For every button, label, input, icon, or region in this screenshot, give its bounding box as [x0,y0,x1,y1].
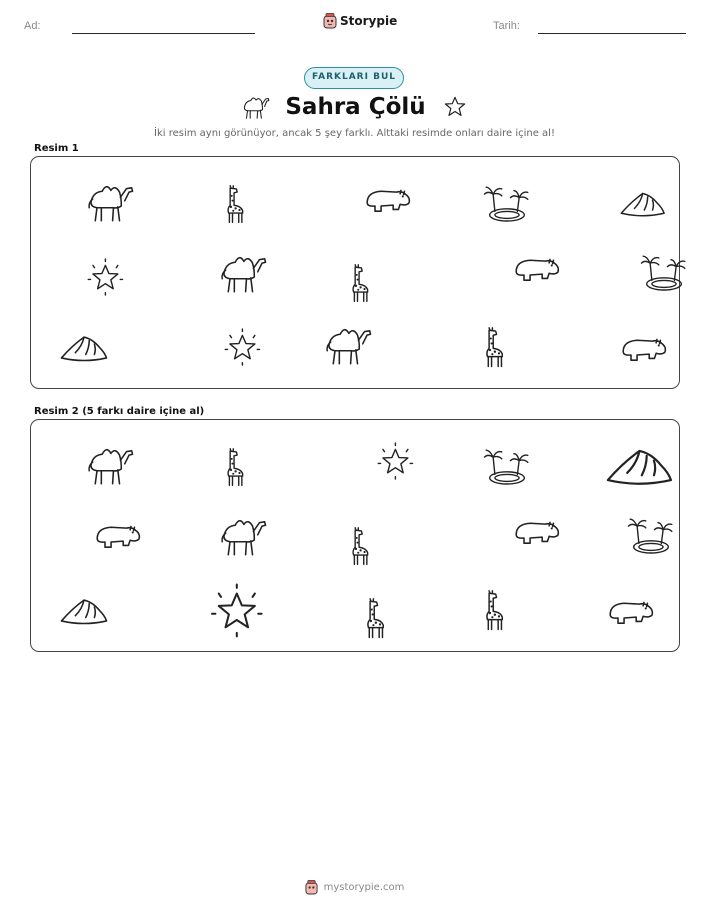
camel-icon [217,514,269,559]
camel-icon [217,251,269,296]
picture1-label: Resim 1 [34,143,79,154]
giraffe-icon [352,598,401,641]
storypie-mascot-icon [323,13,337,29]
oasis-icon [481,182,533,227]
name-field-line[interactable] [72,33,255,34]
picture1-item [219,323,266,370]
brand-name: Storypie [340,14,398,28]
page-title: Sahra Çölü [285,94,426,120]
picture1-item [82,253,129,300]
picture2-item[interactable] [338,524,385,571]
star-icon [440,92,470,122]
picture2-panel[interactable] [30,419,680,652]
instructions: İki resim aynı görünüyor, ancak 5 şey farklı. Alttaki resimde onları daire içine al! [154,128,555,139]
sand-dune-icon [603,434,676,497]
footer [0,880,709,895]
picture1-item [217,248,269,300]
hippo-icon [362,180,414,225]
footer-site: mystorypie.com [323,882,405,893]
picture1-item [58,322,110,374]
brand-logo [323,13,397,29]
oasis-icon [625,514,677,559]
star-icon [82,256,129,297]
title-row [0,92,709,122]
picture2-item[interactable] [511,509,563,561]
picture1-item [618,326,670,378]
date-field-line[interactable] [538,33,686,34]
star-icon [372,440,419,481]
picture2-item[interactable] [84,440,136,492]
oasis-icon [638,251,690,296]
hippo-icon [605,592,657,637]
picture2-item[interactable] [203,575,271,643]
camel-icon [84,180,136,225]
giraffe-icon [471,590,520,633]
storypie-mascot-icon [305,880,318,895]
picture1-item [481,179,533,231]
giraffe-icon [338,527,385,568]
camel-icon [322,323,374,368]
sand-dune-icon [618,182,667,225]
picture2-item[interactable] [471,586,520,635]
hippo-icon [511,249,563,294]
picture2-item[interactable] [372,437,419,484]
sand-dune-icon [58,588,110,633]
star-icon [203,580,271,639]
picture1-item [84,177,136,229]
camel-icon [84,443,136,488]
activity-badge: FARKLARI BUL [304,67,404,89]
picture2-label: Resim 2 (5 farkı daire içine al) [34,406,205,417]
hippo-icon [618,329,670,374]
picture1-item [618,178,667,227]
picture1-item [511,246,563,298]
oasis-icon [481,445,533,490]
picture2-item[interactable] [625,511,677,563]
picture2-item[interactable] [481,442,533,494]
hippo-icon [511,512,563,557]
date-label: Tarih: [493,20,520,32]
giraffe-icon [338,264,385,305]
picture2-item[interactable] [352,594,401,643]
giraffe-icon [471,327,520,370]
picture2-item[interactable] [603,430,676,503]
picture2-item[interactable] [92,513,144,565]
picture1-item [338,261,385,308]
picture1-item [322,320,374,372]
name-label: Ad: [24,20,41,32]
picture2-item[interactable] [58,585,110,637]
picture2-item[interactable] [217,511,269,563]
picture1-item [471,323,520,372]
picture2-item[interactable] [605,589,657,641]
picture1-panel [30,156,680,389]
picture2-item[interactable] [213,445,260,492]
camel-icon [239,92,271,122]
giraffe-icon [213,448,260,489]
hippo-icon [92,516,144,561]
giraffe-icon [213,185,260,226]
sand-dune-icon [58,325,110,370]
star-icon [219,326,266,367]
picture1-item [362,177,414,229]
picture1-item [213,182,260,229]
picture1-item [638,248,690,300]
